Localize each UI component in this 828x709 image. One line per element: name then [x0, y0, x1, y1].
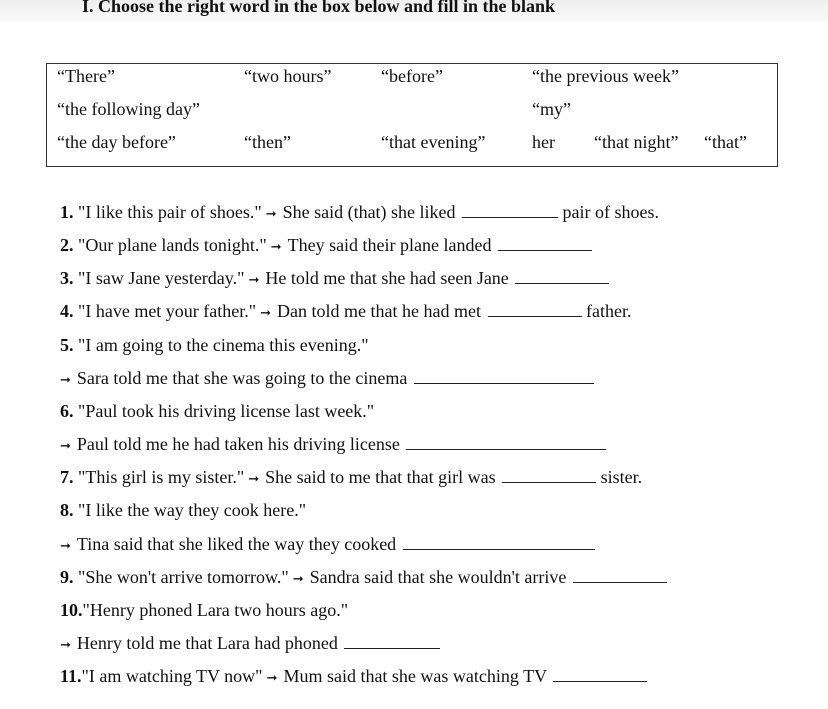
- word-option: “the previous week”: [532, 66, 679, 86]
- question-7: [60, 467, 642, 488]
- sentence-tail: pair of shoes.: [562, 202, 660, 222]
- question-number: 6.: [60, 401, 74, 421]
- question-5-answer: [60, 368, 594, 389]
- word-option: “the day before”: [57, 132, 176, 152]
- reported-speech: Sandra said that she wouldn't arrive: [309, 567, 567, 587]
- answer-blank[interactable]: [515, 282, 609, 284]
- word-option: “There”: [57, 66, 115, 86]
- reported-speech: They said their plane landed: [287, 235, 492, 255]
- reported-speech: He told me that she had seen Jane: [265, 268, 509, 288]
- answer-blank[interactable]: [488, 315, 582, 317]
- question-number: 8.: [60, 500, 74, 520]
- question-10-answer: [60, 633, 440, 654]
- question-number: 4.: [60, 301, 74, 321]
- direct-speech: "She won't arrive tomorrow.": [78, 567, 289, 587]
- answer-blank[interactable]: [498, 249, 592, 251]
- question-6: [60, 401, 374, 422]
- word-option: “that evening”: [381, 132, 486, 152]
- question-4: [60, 301, 631, 322]
- word-option: “then”: [244, 132, 291, 152]
- word-box: [46, 63, 778, 167]
- sentence-tail: father.: [586, 301, 632, 321]
- answer-blank[interactable]: [573, 581, 667, 583]
- reported-speech: She said to me that that girl was: [265, 467, 496, 487]
- question-number: 7.: [60, 467, 74, 487]
- arrow-icon: ➞: [248, 273, 260, 288]
- question-5: [60, 335, 369, 356]
- question-number: 5.: [60, 335, 74, 355]
- reported-speech: Sara told me that she was going to the cinema: [76, 368, 408, 388]
- direct-speech: "I like the way they cook here.": [78, 500, 307, 520]
- direct-speech: "Henry phoned Lara two hours ago.": [82, 600, 349, 620]
- answer-blank[interactable]: [414, 382, 594, 384]
- direct-speech: "I like this pair of shoes.": [78, 202, 262, 222]
- word-option: “the following day”: [57, 99, 200, 119]
- arrow-icon: ➞: [60, 638, 71, 653]
- reported-speech: She said (that) she liked: [282, 202, 456, 222]
- question-number: 2.: [60, 235, 74, 255]
- answer-blank[interactable]: [502, 481, 596, 483]
- word-option: her: [532, 132, 555, 152]
- exercise-heading: I. Choose the right word in the box below and fill in the blank: [82, 0, 556, 16]
- arrow-icon: ➞: [260, 306, 272, 321]
- direct-speech: "I am watching TV now": [81, 666, 263, 686]
- answer-blank[interactable]: [406, 448, 606, 450]
- direct-speech: "I have met your father.": [78, 301, 257, 321]
- word-option: “two hours”: [244, 66, 332, 86]
- question-3: [60, 268, 609, 289]
- direct-speech: "I am going to the cinema this evening.": [78, 335, 369, 355]
- reported-speech: Henry told me that Lara had phoned: [76, 633, 338, 653]
- question-10: [60, 600, 348, 621]
- answer-blank[interactable]: [403, 548, 595, 550]
- answer-blank[interactable]: [462, 216, 558, 218]
- arrow-icon: ➞: [60, 539, 71, 554]
- arrow-icon: ➞: [265, 207, 277, 222]
- word-option: “that”: [704, 132, 747, 152]
- question-number: 11.: [60, 666, 82, 686]
- question-2: [60, 235, 592, 256]
- word-option: “before”: [381, 66, 443, 86]
- arrow-icon: ➞: [292, 572, 304, 587]
- reported-speech: Tina said that she liked the way they cooked: [76, 534, 397, 554]
- direct-speech: "Paul took his driving license last week.": [78, 401, 375, 421]
- sentence-tail: sister.: [600, 467, 643, 487]
- question-number: 10.: [60, 600, 83, 620]
- direct-speech: "Our plane lands tonight.": [78, 235, 267, 255]
- direct-speech: "This girl is my sister.": [78, 467, 245, 487]
- word-option: “that night”: [594, 132, 679, 152]
- question-8-answer: [60, 534, 595, 555]
- question-number: 3.: [60, 268, 74, 288]
- arrow-icon: ➞: [60, 439, 71, 454]
- arrow-icon: ➞: [60, 373, 71, 388]
- arrow-icon: ➞: [270, 240, 282, 255]
- question-11: [60, 666, 647, 687]
- answer-blank[interactable]: [344, 647, 440, 649]
- arrow-icon: ➞: [248, 472, 260, 487]
- direct-speech: "I saw Jane yesterday.": [78, 268, 245, 288]
- reported-speech: Dan told me that he had met: [277, 301, 481, 321]
- arrow-icon: ➞: [266, 671, 278, 686]
- word-option: “my”: [532, 99, 571, 119]
- question-9: [60, 567, 667, 588]
- question-6-answer: [60, 434, 606, 455]
- question-8: [60, 500, 306, 521]
- question-number: 9.: [60, 567, 74, 587]
- answer-blank[interactable]: [553, 680, 647, 682]
- question-1: [60, 202, 659, 223]
- question-number: 1.: [60, 202, 74, 222]
- reported-speech: Paul told me he had taken his driving license: [76, 434, 400, 454]
- reported-speech: Mum said that she was watching TV: [283, 666, 547, 686]
